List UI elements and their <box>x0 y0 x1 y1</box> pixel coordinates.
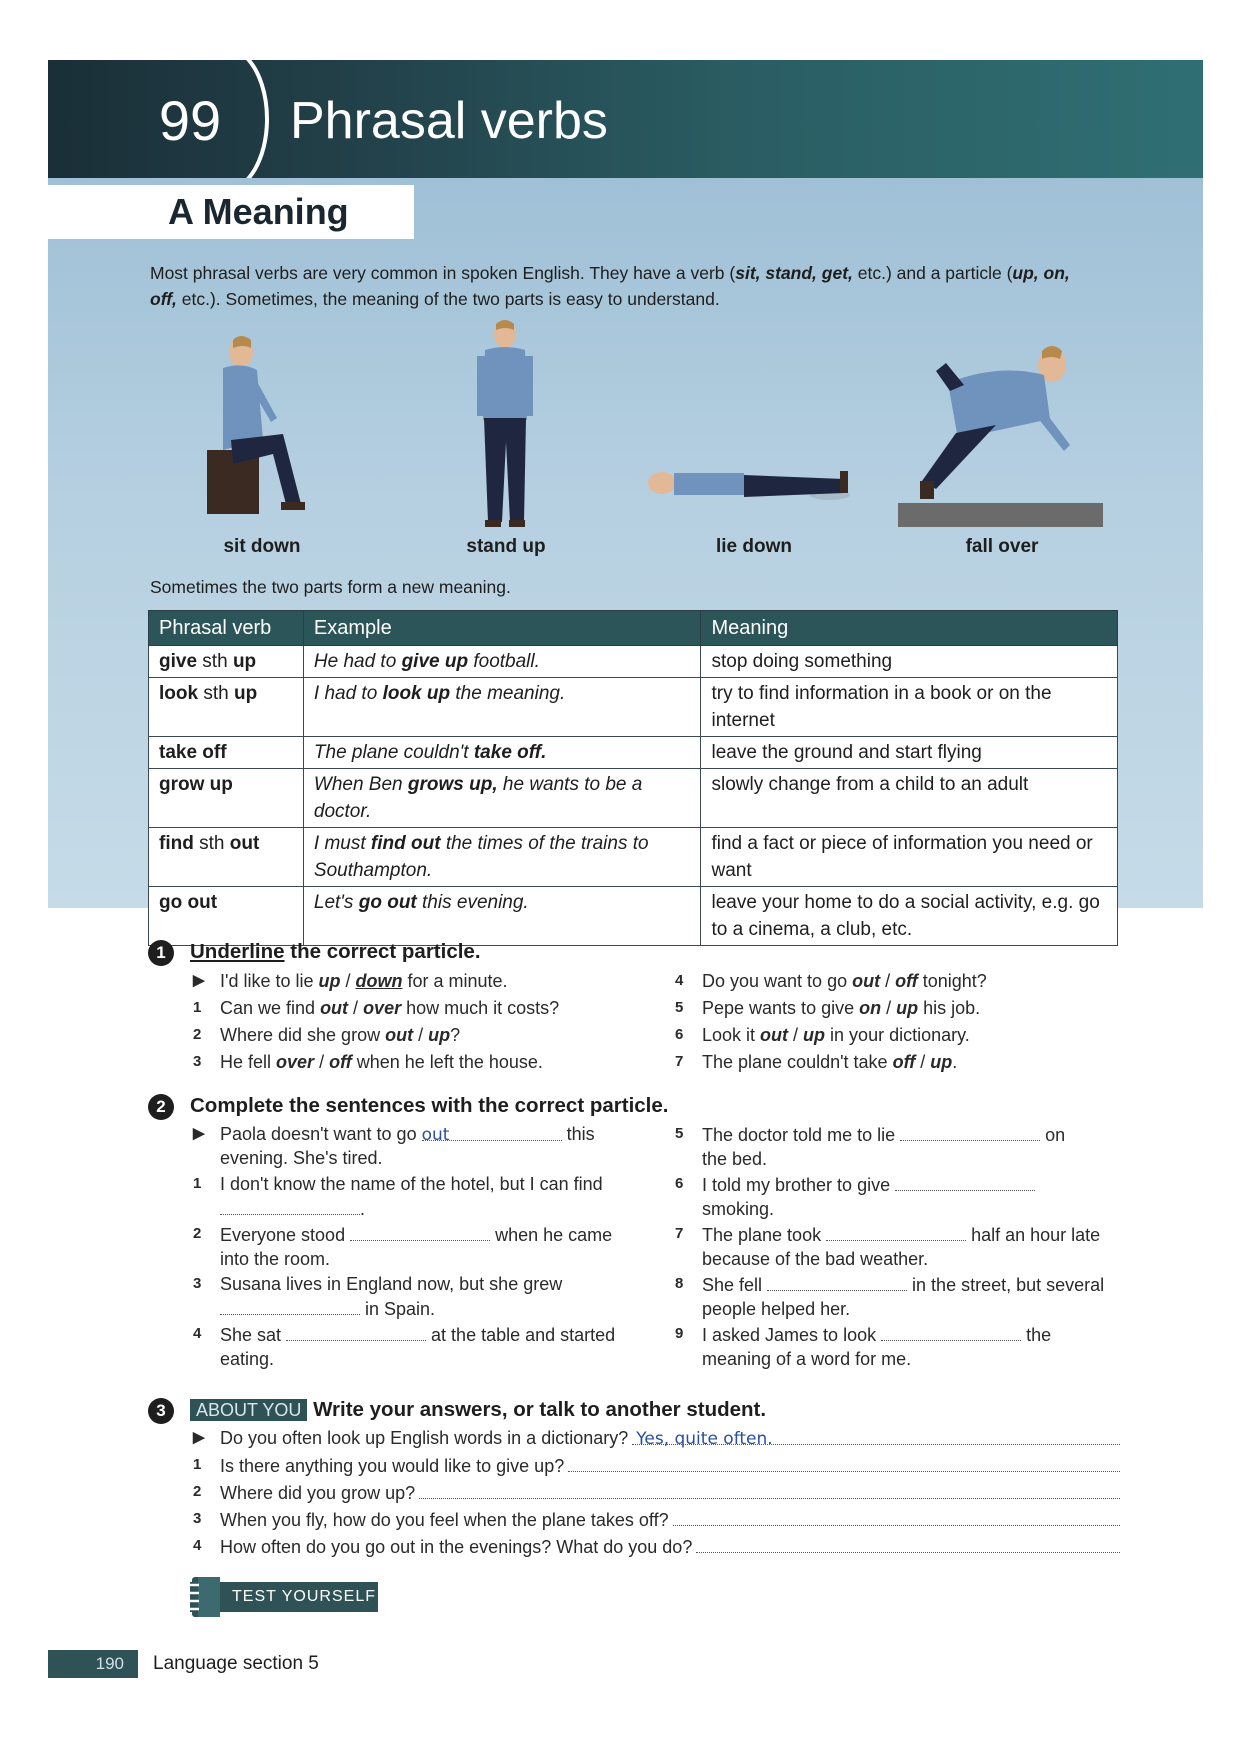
caption-sit-down: sit down <box>223 536 301 557</box>
answer-blank[interactable] <box>826 1222 966 1241</box>
exercise-1-item: 4 Do you want to go out / off tonight? <box>675 971 987 991</box>
unit-divider-arc <box>240 55 280 183</box>
answer-blank[interactable] <box>220 1196 360 1215</box>
exercise-1-item: 6 Look it out / up in your dictionary. <box>675 1025 970 1045</box>
page-number: 190 <box>48 1650 138 1678</box>
column-header-verb: Phrasal verb <box>149 611 304 646</box>
section-label: A Meaning <box>168 191 349 232</box>
exercise-3-item: ▶ Do you often look up English words in a dictionary? Yes, quite often. <box>220 1426 1120 1450</box>
answer-line[interactable] <box>696 1534 1120 1553</box>
answer-blank[interactable] <box>350 1222 490 1241</box>
intro-paragraph: Most phrasal verbs are very common in spoken English. They have a verb (sit, stand, get, etc.) and a particle (up, on, off, etc.). Sometimes, the meaning of the two parts is easy to understand. <box>150 263 1070 309</box>
sitting-man-illustration <box>195 330 345 530</box>
exercise-2-item: 2 Everyone stood when he came into the room. <box>220 1222 640 1271</box>
column-header-example: Example <box>303 611 701 646</box>
exercise-2-item: 5 The doctor told me to lie on the bed. <box>702 1122 1122 1171</box>
answer-blank[interactable] <box>220 1296 360 1315</box>
exercise-1-item: 1 Can we find out / over how much it costs? <box>193 998 560 1018</box>
exercise-3-item: 3 When you fly, how do you feel when the plane takes off? <box>220 1507 1120 1532</box>
notebook-icon <box>188 1575 224 1619</box>
exercise-2-number: 2 <box>148 1094 174 1120</box>
exercise-2-item: ▶ Paola doesn't want to go out this evening. She's tired. <box>193 1124 595 1168</box>
exercise-3-item: 4 How often do you go out in the evenings? What do you do? <box>220 1534 1120 1559</box>
answer-line[interactable] <box>568 1453 1120 1472</box>
test-yourself-button[interactable]: TEST YOURSELF <box>190 1582 378 1612</box>
exercise-2-item: 9 I asked James to look the meaning of a word for me. <box>702 1322 1122 1371</box>
lying-man-illustration <box>640 455 870 515</box>
caption-fall-over: fall over <box>965 536 1039 557</box>
footer-section-title: Language section 5 <box>153 1653 319 1674</box>
caption-stand-up: stand up <box>466 536 546 557</box>
caption-lie-down: lie down <box>716 536 792 557</box>
table-header-row <box>149 611 1118 646</box>
answer-line[interactable] <box>419 1480 1120 1499</box>
column-header-meaning: Meaning <box>701 611 1118 646</box>
unit-number: 99 <box>158 89 222 152</box>
exercise-1-item: 7 The plane couldn't take off / up. <box>675 1052 958 1072</box>
table-row: give sth up He had to give up football. stop doing something <box>149 646 1118 678</box>
exercise-3-number: 3 <box>148 1398 174 1424</box>
exercise-2-item: 4 She sat at the table and started eating. <box>220 1322 640 1371</box>
exercise-1-item: 3 He fell over / off when he left the house. <box>193 1052 543 1072</box>
exercise-3-item: 2 Where did you grow up? <box>220 1480 1120 1505</box>
exercise-3-title: ABOUT YOU Write your answers, or talk to another student. <box>190 1398 766 1422</box>
exercise-1-title: Underline the correct particle. <box>190 940 481 963</box>
exercise-1-number: 1 <box>148 940 174 966</box>
exercise-2-title: Complete the sentences with the correct particle. <box>190 1094 669 1117</box>
example-answer: out <box>421 1125 450 1145</box>
table-row: grow up When Ben grows up, he wants to be a doctor. slowly change from a child to an adult <box>149 769 1118 828</box>
about-you-tag: ABOUT YOU <box>190 1399 307 1421</box>
falling-man-illustration <box>880 325 1110 530</box>
answer-blank[interactable] <box>895 1172 1035 1191</box>
exercise-1-item: 2 Where did she grow out / up? <box>193 1025 461 1045</box>
standing-man-illustration <box>465 318 545 533</box>
phrasal-verb-table <box>148 610 1118 946</box>
exercise-2-item: 6 I told my brother to give smoking. <box>702 1172 1122 1221</box>
unit-title: Phrasal verbs <box>290 92 608 150</box>
exercise-2-item: 1 I don't know the name of the hotel, but I can find . <box>193 1174 603 1219</box>
answer-blank[interactable] <box>881 1322 1021 1341</box>
exercise-2-item: 8 She fell in the street, but several people helped her. <box>702 1272 1122 1321</box>
exercise-2-item: 7 The plane took half an hour late because of the bad weather. <box>702 1222 1122 1271</box>
table-row: go out Let's go out this evening. leave your home to do a social activity, e.g. go to a cinema, a club, etc. <box>149 887 1118 946</box>
answer-line[interactable] <box>673 1507 1120 1526</box>
table-row: take off The plane couldn't take off. leave the ground and start flying <box>149 737 1118 769</box>
exercise-1-item: 5 Pepe wants to give on / up his job. <box>675 998 981 1018</box>
new-meaning-text: Sometimes the two parts form a new meaning. <box>150 577 511 597</box>
answer-blank[interactable] <box>900 1122 1040 1141</box>
exercise-1-item: ▶ I'd like to lie up / down for a minute. <box>193 971 508 991</box>
answer-blank[interactable] <box>767 1272 907 1291</box>
answer-blank[interactable] <box>286 1322 426 1341</box>
exercise-2-item: 3 Susana lives in England now, but she grew in Spain. <box>193 1274 563 1319</box>
table-row: find sth out I must find out the times of the trains to Southampton. find a fact or piece of information you need or want <box>149 828 1118 887</box>
exercise-3-item: 1 Is there anything you would like to give up? <box>220 1453 1120 1478</box>
table-row: look sth up I had to look up the meaning. try to find information in a book or on the internet <box>149 678 1118 737</box>
example-answer: Yes, quite often. <box>636 1429 773 1449</box>
